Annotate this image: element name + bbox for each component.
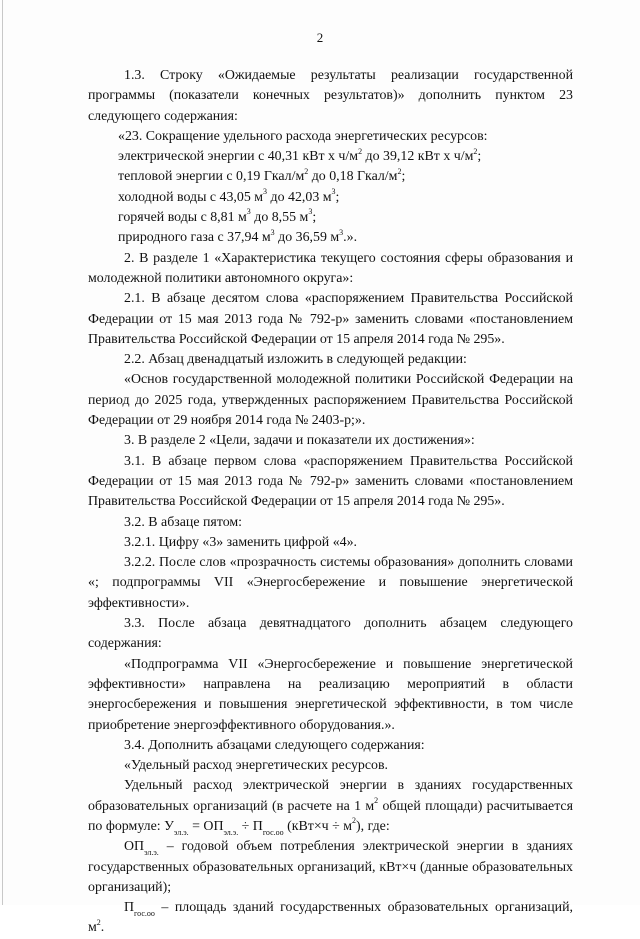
item-heat-energy bbox=[88, 167, 573, 187]
definition-text: – годовой объем потребления электрической энергии в зданиях государственных образовательных организаций, кВт×ч (данные образовательных организаций); bbox=[88, 839, 573, 895]
paragraph-formula bbox=[88, 776, 573, 837]
paragraph-3-1: 3.1. В абзаце первом слова «распоряжением Правительства Российской Федерации от 15 мая 2013 года № 792-р» заменить словами «постановлением Правительства Российской Федерации от 15 апреля 2014 года № 295». bbox=[88, 453, 573, 510]
superscript: 3 bbox=[246, 207, 251, 217]
semicolon: ; bbox=[335, 189, 340, 205]
gas-to: до 36,59 м bbox=[274, 230, 340, 246]
superscript: 2 bbox=[352, 816, 357, 826]
semicolon: ; bbox=[477, 149, 482, 165]
subscript: эл.э. bbox=[144, 848, 159, 858]
superscript: 2 bbox=[374, 796, 379, 806]
page-edge bbox=[2, 0, 3, 905]
superscript: 2 bbox=[397, 166, 402, 176]
superscript: 3 bbox=[308, 207, 313, 217]
paragraph-3-3: 3.3. После абзаца девятнадцатого дополнить абзацем следующего содержания: bbox=[88, 616, 573, 652]
definition-text: – площадь зданий государственных образовательных организаций, м bbox=[88, 900, 573, 936]
formula-text: общей площади) расчитывается по формуле: У bbox=[88, 798, 573, 834]
cold-to: до 42,03 м bbox=[267, 189, 332, 205]
heat-from: тепловой энергии с 0,19 Гкал/м bbox=[118, 169, 305, 185]
paragraph-3-2: 3.2. В абзаце пятом: bbox=[124, 514, 243, 530]
superscript: 3 bbox=[339, 227, 344, 237]
formula-text: ), где: bbox=[356, 818, 390, 834]
paragraph-2: 2. В разделе 1 «Характеристика текущего состояния сферы образования и молодежной политики автономного округа»: bbox=[88, 250, 573, 286]
cold-from: холодной воды с 43,05 м bbox=[118, 189, 264, 205]
formula-text: ÷ П bbox=[238, 818, 263, 834]
paragraph-2-2: 2.2. Абзац двенадцатый изложить в следующей редакции: bbox=[124, 352, 467, 368]
semicolon: ; bbox=[312, 210, 317, 226]
subscript: гос.оо bbox=[134, 908, 155, 918]
paragraph-3-2-2: 3.2.2. После слов «прозрачность системы образования» дополнить словами «; подпрограммы VII «Энергосбережение и повышение энергетической эффективности». bbox=[88, 555, 573, 611]
superscript: 2 bbox=[358, 146, 363, 156]
superscript: 2 bbox=[96, 917, 101, 927]
formula-text: Удельный расход электрической энергии в зданиях государственных образовательных организаций (в расчете на 1 м bbox=[88, 778, 573, 814]
subscript: гос.оо bbox=[262, 827, 284, 837]
paragraph-2-2-quote: «Основ государственной молодежной политики Российской Федерации на период до 2025 года, утвержденных распоряжением Правительства Российской Федерации от 29 ноября 2014 года № 2403-р;». bbox=[88, 372, 573, 429]
item-cold-water bbox=[88, 188, 573, 208]
symbol-p: П bbox=[124, 900, 135, 916]
hot-to: до 8,55 м bbox=[250, 210, 309, 226]
page-number: 2 bbox=[316, 30, 324, 45]
paragraph-3-4: 3.4. Дополнить абзацами следующего содержания: bbox=[124, 737, 425, 753]
paragraph-1-3: 1.3. Строку «Ожидаемые результаты реализации государственной программы (показатели конечных результатов)» дополнить пунктом 23 следующего содержания: bbox=[88, 68, 573, 124]
hot-from: горячей воды с 8,81 м bbox=[118, 210, 247, 226]
definition-op bbox=[88, 837, 573, 898]
item-hot-water bbox=[88, 208, 573, 228]
superscript: 3 bbox=[263, 187, 268, 197]
paragraph-2-1: 2.1. В абзаце десятом слова «распоряжением Правительства Российской Федерации от 15 мая 2013 года № 792-р» заменить словами «постановлением Правительства Российской Федерации от 15 апреля 2014 года № 295». bbox=[88, 291, 573, 347]
superscript: 2 bbox=[304, 166, 309, 176]
period: . bbox=[100, 920, 105, 936]
superscript: 3 bbox=[331, 187, 336, 197]
symbol-op: ОП bbox=[124, 839, 145, 855]
closing-quote: .». bbox=[343, 230, 358, 246]
electric-to: до 39,12 кВт х ч/м bbox=[362, 149, 474, 165]
definition-p bbox=[88, 898, 573, 939]
document-body bbox=[88, 66, 573, 939]
superscript: 3 bbox=[270, 227, 275, 237]
paragraph-3-2-1: 3.2.1. Цифру «3» заменить цифрой «4». bbox=[124, 534, 358, 550]
gas-from: природного газа с 37,94 м bbox=[118, 230, 271, 246]
semicolon: ; bbox=[401, 169, 406, 185]
item-natural-gas bbox=[88, 228, 573, 248]
item-electric-energy bbox=[88, 147, 573, 167]
formula-text: = ОП bbox=[188, 818, 224, 834]
paragraph-3-3-quote: «Подпрограмма VII «Энергосбережение и повышение энергетической эффективности» направлена на реализацию мероприятий в области энергосбережения и повышения энергетической эффективности, в том числе приобретение энергоэффективного оборудования.». bbox=[88, 656, 573, 733]
paragraph-3: 3. В разделе 2 «Цели, задачи и показатели их достижения»: bbox=[124, 433, 475, 449]
paragraph-3-4-title: «Удельный расход энергетических ресурсов. bbox=[124, 758, 389, 774]
electric-from: электрической энергии с 40,31 кВт х ч/м bbox=[118, 149, 359, 165]
superscript: 2 bbox=[473, 146, 478, 156]
heat-to: до 0,18 Гкал/м bbox=[308, 169, 398, 185]
formula-text: (кВт×ч ÷ м bbox=[283, 818, 353, 834]
subscript: эл.э. bbox=[173, 827, 189, 837]
subscript: эл.э. bbox=[223, 827, 239, 837]
item-23-heading: «23. Сокращение удельного расхода энергетических ресурсов: bbox=[118, 128, 488, 144]
